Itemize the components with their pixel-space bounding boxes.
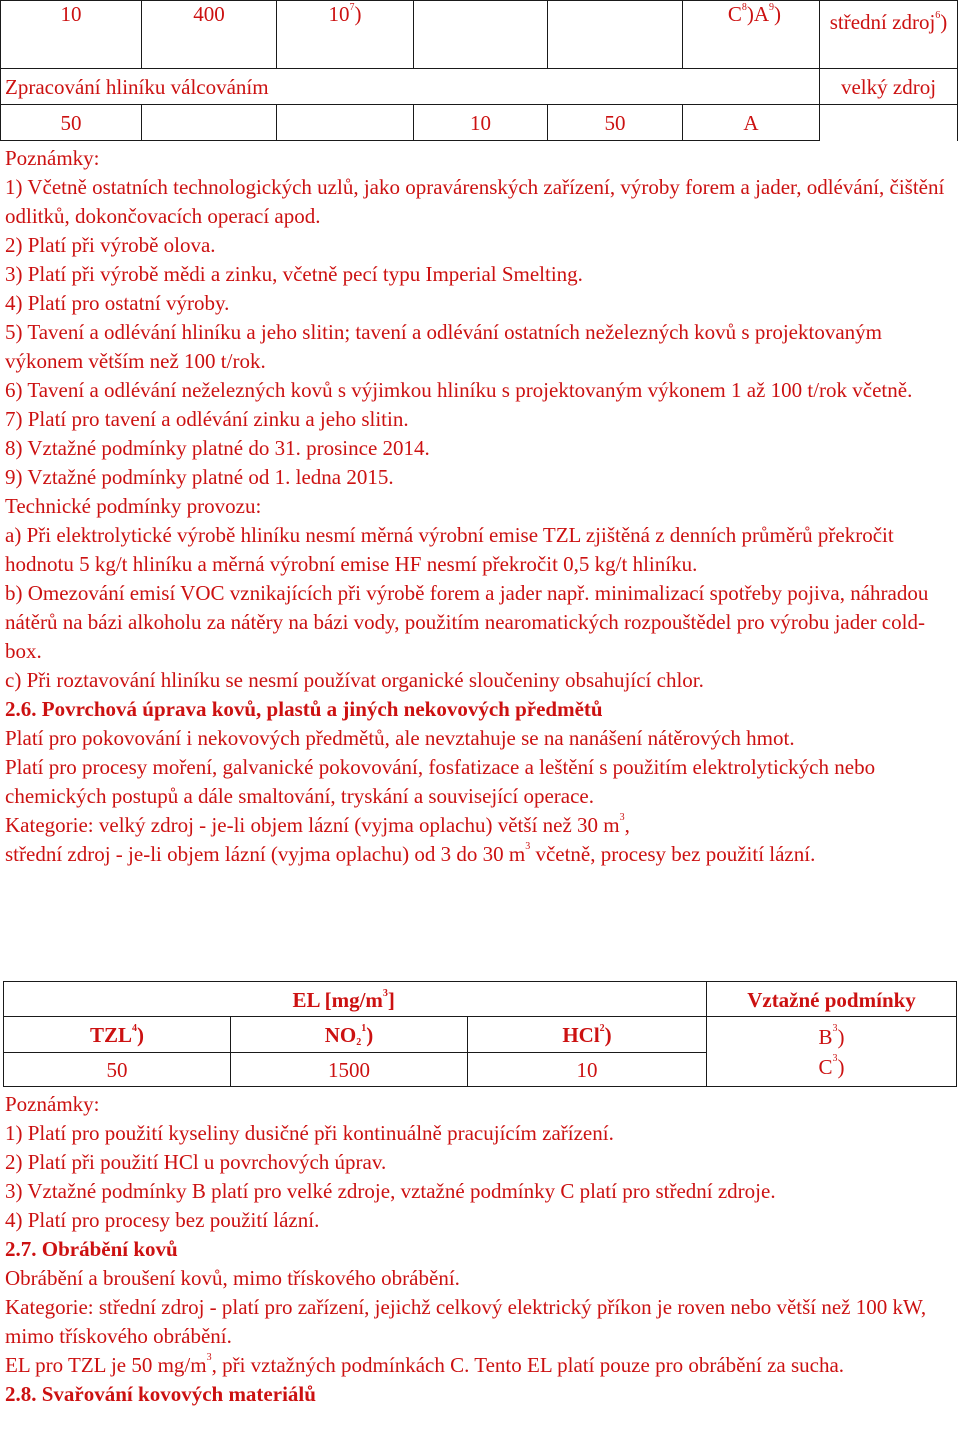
table-cell [820,105,958,141]
table-cell [142,105,277,141]
note-item: 2) Platí při výrobě olova. [5,233,216,257]
emission-table-1 [0,0,958,141]
table-cell: 10 [468,1053,707,1087]
table-cell: 1500 [231,1053,468,1087]
section-heading-2-6: 2.6. Povrchová úprava kovů, plastů a jiných nekovových předmětů [5,697,603,721]
table-cell: 50 [1,105,142,141]
section-paragraph: Kategorie: střední zdroj - platí pro zařízení, jejichž celkový elektrický příkon je roven nebo větší než 100 kW, mimo třískového obrábění. [5,1295,927,1348]
table-row [1,1,958,69]
table-cell [4,982,231,1017]
table-cell: 10 [414,105,548,141]
table-cell: 10 [1,1,142,69]
note-item: 2) Platí při použití HCl u povrchových úprav. [5,1150,387,1174]
tech-conditions-heading: Technické podmínky provozu: [5,494,262,518]
table-cell: velký zdroj [820,69,958,105]
table-cell [414,1,548,69]
category-paragraph: Kategorie: velký zdroj - je-li objem lázní (vyjma oplachu) větší než 30 $m^3$, střední zdroj - je-li objem lázní (vyjma oplachu) od 3 do 30 $m^3$ včetně, procesy bez použití lázní. [5,812,816,866]
tech-condition-item: a) Při elektrolytické výrobě hliníku nesmí měrná výrobní emise TZL zjištěná z denních průměrů překročit hodnotu 5 kg/t hliníku a měrná výrobní emise HF nesmí překročit 0,5 kg/t hliníku. [5,523,894,576]
notes-block-2 [5,1090,955,1409]
note-item: 8) Vztažné podmínky platné do 31. prosince 2014. [5,436,430,460]
table-cell [548,1,683,69]
note-item: 6) Tavení a odlévání neželezných kovů s výjimkou hliníku s projektovaným výkonem 1 až 100 t/rok včetně. [5,378,913,402]
table-cell: TZL$^4$) [4,1017,231,1053]
note-item: 3) Platí při výrobě mědi a zinku, včetně pecí typu Imperial Smelting. [5,262,583,286]
section-paragraph: Obrábění a broušení kovů, mimo třískového obrábění. [5,1266,460,1290]
table-cell: $NO2^1$) [231,1017,468,1053]
table-cell: $C^8)A^9$) [683,1,820,69]
note-item: 3) Vztažné podmínky B platí pro velké zdroje, vztažné podmínky C platí pro střední zdroje. [5,1179,776,1203]
section-heading-2-7: 2.7. Obrábění kovů [5,1237,178,1261]
notes-block-1 [5,144,955,869]
table-cell: $10^7$) [277,1,414,69]
section-heading-2-8: 2.8. Svařování kovových materiálů [5,1382,316,1406]
table-row [4,982,957,1017]
section-label-cell: Zpracování hliníku válcováním [1,69,820,105]
table-cell: 50 [548,105,683,141]
emission-table-2 [3,981,957,1087]
note-item: 1) Včetně ostatních technologických uzlů, jako opravárenských zařízení, výroby forem a jader, odlévání, čištění odlitků, dokončovacích operací apod. [5,175,945,228]
note-item: 4) Platí pro ostatní výroby. [5,291,230,315]
notes-heading: Poznámky: [5,1092,100,1116]
ref-conditions-header-cell: Vztažné podmínky [707,982,957,1017]
table-cell: A [683,105,820,141]
table-cell: HCl$^2$) [468,1017,707,1053]
notes-heading: Poznámky: [5,146,100,170]
tech-condition-item: c) Při roztavování hliníku se nesmí používat organické sloučeniny obsahující chlor. [5,668,704,692]
table-cell: střední zdroj$^6$) [820,1,958,69]
note-item: 7) Platí pro tavení a odlévání zinku a jeho slitin. [5,407,409,431]
table-cell: 400 [142,1,277,69]
tech-condition-item: b) Omezování emisí VOC vznikajících při výrobě forem a jader např. minimalizací spotřeby pojiva, náhradou nátěrů na bázi alkoholu za nátěry na bázi vody, použitím nearomatických rozpouštědel pro výrobu jader cold-box. [5,581,929,663]
note-item: 9) Vztažné podmínky platné od 1. ledna 2015. [5,465,394,489]
el-header-cell: EL $[mg/m^3]$ [231,982,707,1017]
table-cell: 50 [4,1053,231,1087]
section-paragraph: Platí pro procesy moření, galvanické pokovování, fosfatizace a leštění s použitím elektrolytických nebo chemických postupů a dále smaltování, tryskání a související operace. [5,755,876,808]
table-row [4,1017,957,1053]
section-paragraph: Platí pro pokovování i nekovových předmětů, ale nevztahuje se na nanášení nátěrových hmot. [5,726,795,750]
ref-conditions-cell: $B^3$) $C^3$) [707,1017,957,1087]
note-item: 5) Tavení a odlévání hliníku a jeho slitin; tavení a odlévání ostatních neželezných kovů s projektovaným výkonem větším než 100 t/rok. [5,320,882,373]
note-item: 4) Platí pro procesy bez použití lázní. [5,1208,320,1232]
note-item: 1) Platí pro použití kyseliny dusičné při kontinuálně pracujícím zařízení. [5,1121,614,1145]
table-cell [277,105,414,141]
table-row [1,105,958,141]
table-row [1,69,958,105]
section-paragraph: EL pro TZL je 50 $mg/m^3$, při vztažných podmínkách C. Tento EL platí pouze pro obrábění za sucha. [5,1352,845,1377]
